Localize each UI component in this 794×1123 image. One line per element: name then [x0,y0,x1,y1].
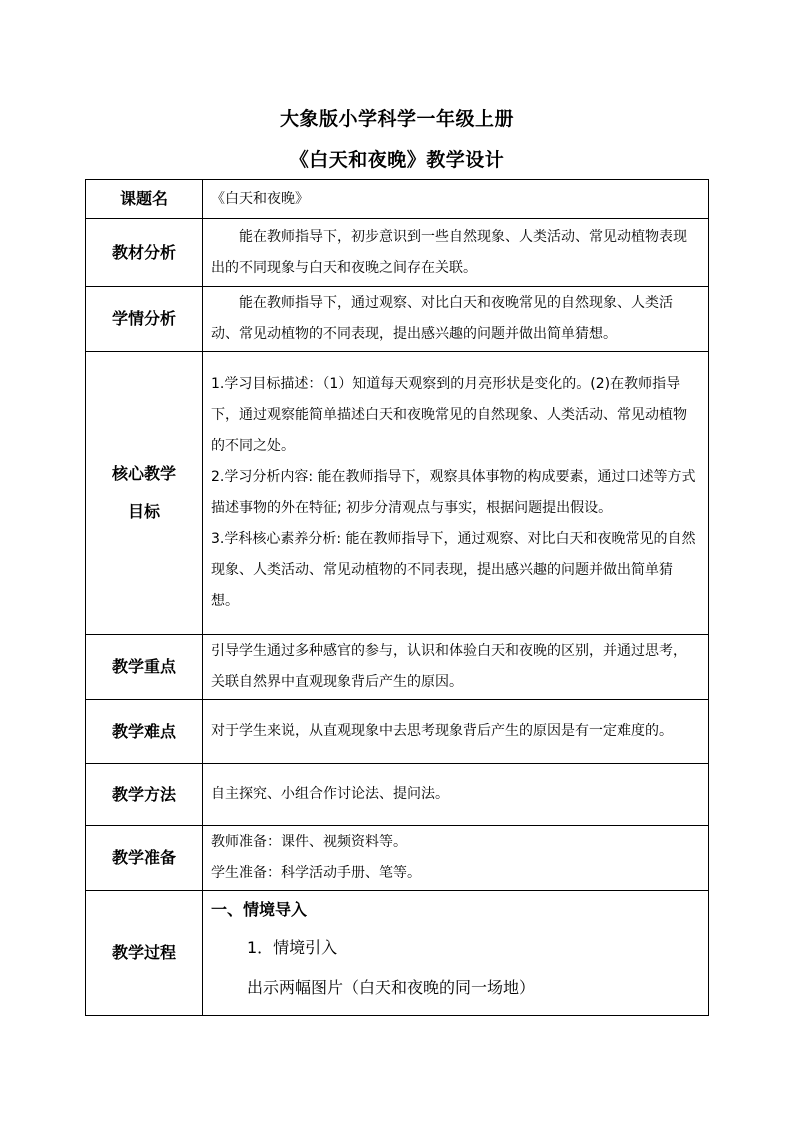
goals-paragraph-1: 1.学习目标描述：（1）知道每天观察到的月亮形状是变化的。(2)在教师指导下，通过观察能简单描述白天和夜晚常见的自然现象、人类活动、常见动植物的不同之处。 [211,376,687,454]
student-preparation: 学生准备：科学活动手册、笔等。 [211,865,421,881]
process-step-detail: 出示两幅图片（白天和夜晚的同一场地） [247,978,536,997]
row-label-difficulties: 教学难点 [86,700,203,764]
key-points-text: 引导学生通过多种感官的参与，认识和体验白天和夜晚的区别，并通过思考，关联自然界中直观现象背后产生的原因。 [203,635,709,700]
row-label-key-points: 教学重点 [86,635,203,700]
goals-paragraph-2: 2.学习分析内容: 能在教师指导下，观察具体事物的构成要素，通过口述等方式描述事物的外在特征; 初步分清观点与事实，根据问题提出假设。 [211,469,696,516]
row-label-methods: 教学方法 [86,764,203,826]
table-row [86,352,709,635]
methods-text: 自主探究、小组合作讨论法、提问法。 [203,764,709,826]
lesson-plan-table [85,179,709,1016]
table-row [86,764,709,826]
goals-label-line2: 目标 [127,502,160,521]
table-row [86,219,709,287]
topic-value: 《白天和夜晚》 [203,180,709,219]
table-row [86,180,709,219]
material-analysis-cell [203,219,709,287]
process-section-heading: 一、情境导入 [211,900,308,919]
row-label-preparation: 教学准备 [86,826,203,891]
row-label-learner: 学情分析 [86,287,203,352]
row-label-topic: 课题名 [86,180,203,219]
goals-cell [203,352,709,635]
table-row [86,287,709,352]
material-analysis-text: 能在教师指导下，初步意识到一些自然现象、人类活动、常见动植物表现出的不同现象与白天和夜晚之间存在关联。 [211,228,687,276]
difficulties-text: 对于学生来说，从直观现象中去思考现象背后产生的原因是有一定难度的。 [203,700,709,764]
process-step: 1．情境引入 [247,938,338,957]
row-label-process: 教学过程 [86,891,203,1016]
table-row [86,826,709,891]
document-subtitle: 《白天和夜晚》教学设计 [289,149,505,171]
teacher-preparation: 教师准备：课件、视频资料等。 [211,834,407,850]
document-title: 大象版小学科学一年级上册 [279,108,514,130]
table-row [86,635,709,700]
goals-label-line1: 核心教学 [111,464,176,483]
table-row [86,700,709,764]
table-row [86,891,709,1016]
preparation-cell [203,826,709,891]
row-label-material: 教材分析 [86,219,203,287]
goals-paragraph-3: 3.学科核心素养分析: 能在教师指导下，通过观察、对比白天和夜晚常见的自然现象、人类活动、常见动植物的不同表现，提出感兴趣的问题并做出简单猜想。 [211,531,696,609]
learner-analysis-text: 能在教师指导下，通过观察、对比白天和夜晚常见的自然现象、人类活动、常见动植物的不同表现，提出感兴趣的问题并做出简单猜想。 [211,295,673,342]
row-label-goals [86,352,203,635]
process-cell [203,891,709,1016]
learner-analysis-cell [203,287,709,352]
